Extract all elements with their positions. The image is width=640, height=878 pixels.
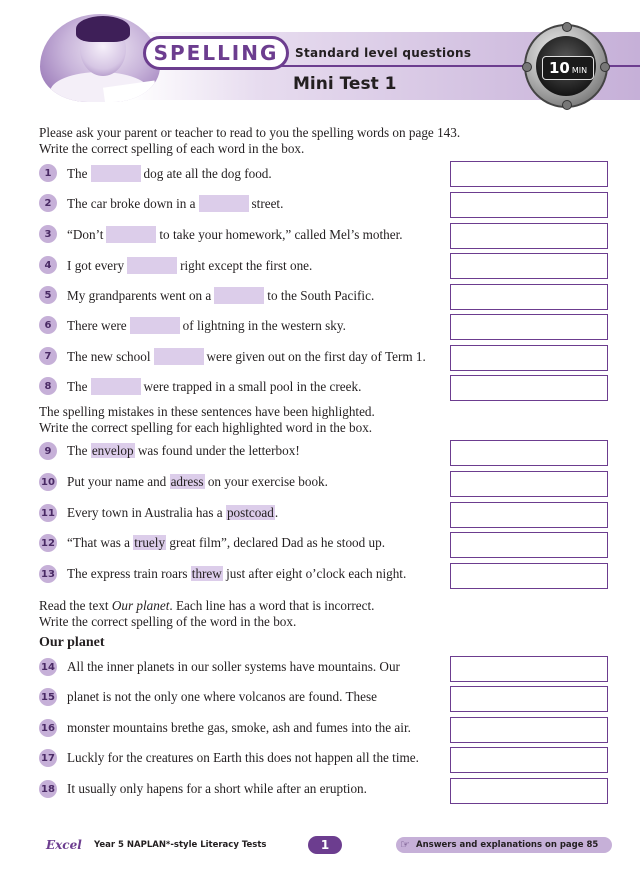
question-row <box>39 532 449 554</box>
answer-box-15[interactable] <box>450 686 608 712</box>
text-before: Every town in Australia has a <box>67 505 226 520</box>
blank-gap <box>127 257 177 274</box>
text-before: The <box>67 378 88 394</box>
blank-gap <box>199 195 249 212</box>
highlighted-word: adress <box>170 474 204 489</box>
passage-text: It usually only hapens for a short while after an eruption. <box>67 781 367 796</box>
passage-line <box>39 686 449 708</box>
highlighted-word: postcoad <box>226 505 274 520</box>
answer-box-8[interactable] <box>450 375 608 401</box>
highlighted-word: envelop <box>91 443 134 458</box>
page-footer <box>0 836 640 856</box>
text-before: The express train roars <box>67 566 191 581</box>
question-row <box>39 375 449 397</box>
answer-box-6[interactable] <box>450 314 608 340</box>
passage-line <box>39 717 449 739</box>
text-after: was found under the letterbox! <box>134 443 300 458</box>
question-text <box>67 287 374 304</box>
text-after: were given out on the first day of Term 1. <box>206 348 426 364</box>
question-number: 10 <box>39 473 57 491</box>
text-before: I got every <box>67 257 125 273</box>
blank-gap <box>91 378 141 395</box>
timer-knob <box>522 62 532 72</box>
answers-note-text: Answers and explanations on page 85 <box>416 840 599 850</box>
question-text <box>67 566 406 582</box>
part2-instruction <box>39 404 375 436</box>
blank-gap <box>106 226 156 243</box>
question-number: 13 <box>39 565 57 583</box>
question-text <box>67 317 346 334</box>
question-number: 2 <box>39 194 57 212</box>
passage-line <box>39 778 449 800</box>
page-header <box>0 0 640 112</box>
question-number: 4 <box>39 256 57 274</box>
question-text <box>67 257 312 274</box>
timer-unit: MIN <box>571 65 588 75</box>
question-text <box>67 195 283 212</box>
timer-icon <box>524 24 608 108</box>
part1-instruction <box>39 125 460 157</box>
highlighted-word: truely <box>134 535 166 550</box>
question-text <box>67 165 272 182</box>
part3-instruction-line1 <box>39 598 374 614</box>
subtitle: Standard level questions <box>295 46 472 60</box>
text-after: street. <box>251 195 284 211</box>
section-badge <box>143 36 289 70</box>
text-after: on your exercise book. <box>204 474 328 489</box>
text-before: “Don’t <box>67 226 104 242</box>
part1-instruction-line2: Write the correct spelling of each word in the box. <box>39 141 305 156</box>
question-text <box>67 226 403 243</box>
text-after: just after eight o’clock each night. <box>222 566 407 581</box>
question-number: 18 <box>39 780 57 798</box>
blank-gap <box>130 317 180 334</box>
highlighted-word: threw <box>191 566 222 581</box>
timer-knob <box>600 62 610 72</box>
question-text <box>67 474 328 490</box>
answer-box-1[interactable] <box>450 161 608 187</box>
question-number: 8 <box>39 377 57 395</box>
answer-box-7[interactable] <box>450 345 608 371</box>
answer-box-11[interactable] <box>450 502 608 528</box>
question-text <box>67 348 426 365</box>
text-before: My grandparents went on a <box>67 287 212 303</box>
page-number: 1 <box>308 836 342 854</box>
question-number: 12 <box>39 534 57 552</box>
question-number: 6 <box>39 316 57 334</box>
question-row <box>39 254 449 276</box>
question-text <box>67 535 385 551</box>
text-before: The new school <box>67 348 151 364</box>
answer-box-14[interactable] <box>450 656 608 682</box>
question-row <box>39 314 449 336</box>
text-after: right except the first one. <box>180 257 313 273</box>
blank-gap <box>91 165 141 182</box>
book-title: Year 5 NAPLAN*-style Literacy Tests <box>94 840 267 850</box>
part2-instruction-line2: Write the correct spelling for each highlighted word in the box. <box>39 420 373 435</box>
text-after: to the South Pacific. <box>267 287 375 303</box>
question-number: 3 <box>39 225 57 243</box>
text-before: There were <box>67 317 127 333</box>
text-after: were trapped in a small pool in the creek. <box>143 378 362 394</box>
blank-gap <box>214 287 264 304</box>
passage-text: All the inner planets in our soller systems have mountains. Our <box>67 659 400 674</box>
question-row <box>39 440 449 462</box>
answer-box-2[interactable] <box>450 192 608 218</box>
text-before: “That was a <box>67 535 134 550</box>
text-before: Put your name and <box>67 474 170 489</box>
question-number: 11 <box>39 504 57 522</box>
passage-heading: Our planet <box>39 635 105 650</box>
passage-text: monster mountains brethe gas, smoke, ash and fumes into the air. <box>67 720 411 735</box>
passage-text: planet is not the only one where volcanos are found. These <box>67 689 377 704</box>
text-after: of lightning in the western sky. <box>182 317 346 333</box>
question-row <box>39 284 449 306</box>
answer-box-17[interactable] <box>450 747 608 773</box>
question-row <box>39 192 449 214</box>
student-photo <box>40 14 160 102</box>
timer-display <box>542 56 594 80</box>
photo-hair <box>76 16 130 42</box>
question-number: 15 <box>39 688 57 706</box>
timer-knob <box>562 100 572 110</box>
part3-instruction <box>39 598 374 630</box>
question-row <box>39 502 449 524</box>
answer-box-4[interactable] <box>450 253 608 279</box>
question-row <box>39 563 449 585</box>
answer-box-3[interactable] <box>450 223 608 249</box>
answer-box-9[interactable] <box>450 440 608 466</box>
answer-box-5[interactable] <box>450 284 608 310</box>
test-title: Mini Test 1 <box>293 74 397 94</box>
text-after: dog ate all the dog food. <box>143 165 272 181</box>
part3-instruction-line2: Write the correct spelling of the word in the box. <box>39 614 297 629</box>
question-text <box>67 443 300 459</box>
text-before: The <box>67 165 88 181</box>
question-number: 9 <box>39 442 57 460</box>
text-title-reference: Our planet <box>111 598 170 613</box>
question-text <box>67 378 361 395</box>
answer-box-16[interactable] <box>450 717 608 743</box>
answer-box-13[interactable] <box>450 563 608 589</box>
pointing-hand-icon: ☞ <box>400 838 410 851</box>
question-row <box>39 223 449 245</box>
question-row <box>39 471 449 493</box>
text-after: great film”, declared Dad as he stood up. <box>166 535 386 550</box>
question-number: 16 <box>39 719 57 737</box>
answer-box-18[interactable] <box>450 778 608 804</box>
timer-knob <box>562 22 572 32</box>
question-number: 7 <box>39 347 57 365</box>
answer-box-10[interactable] <box>450 471 608 497</box>
passage-line <box>39 656 449 678</box>
text-after: to take your homework,” called Mel’s mother. <box>159 226 403 242</box>
question-row <box>39 345 449 367</box>
question-number: 5 <box>39 286 57 304</box>
answers-note <box>396 837 612 853</box>
passage-line <box>39 747 449 769</box>
blank-gap <box>154 348 204 365</box>
instruction-post: . Each line has a word that is incorrect. <box>169 598 375 613</box>
question-number: 14 <box>39 658 57 676</box>
answer-box-12[interactable] <box>450 532 608 558</box>
timer-value: 10 <box>548 59 570 77</box>
question-number: 1 <box>39 164 57 182</box>
text-after: . <box>274 505 279 520</box>
part1-instruction-line1: Please ask your parent or teacher to read to you the spelling words on page 143. <box>39 125 461 140</box>
passage-text: Luckly for the creatures on Earth this does not happen all the time. <box>67 750 419 765</box>
part2-instruction-line1: The spelling mistakes in these sentences have been highlighted. <box>39 404 375 419</box>
text-before: The <box>67 443 91 458</box>
text-before: The car broke down in a <box>67 195 196 211</box>
brand-logo: Excel <box>46 838 82 852</box>
instruction-pre: Read the text <box>39 598 112 613</box>
question-row <box>39 162 449 184</box>
question-text <box>67 505 278 521</box>
section-title: SPELLING <box>153 41 279 65</box>
question-number: 17 <box>39 749 57 767</box>
